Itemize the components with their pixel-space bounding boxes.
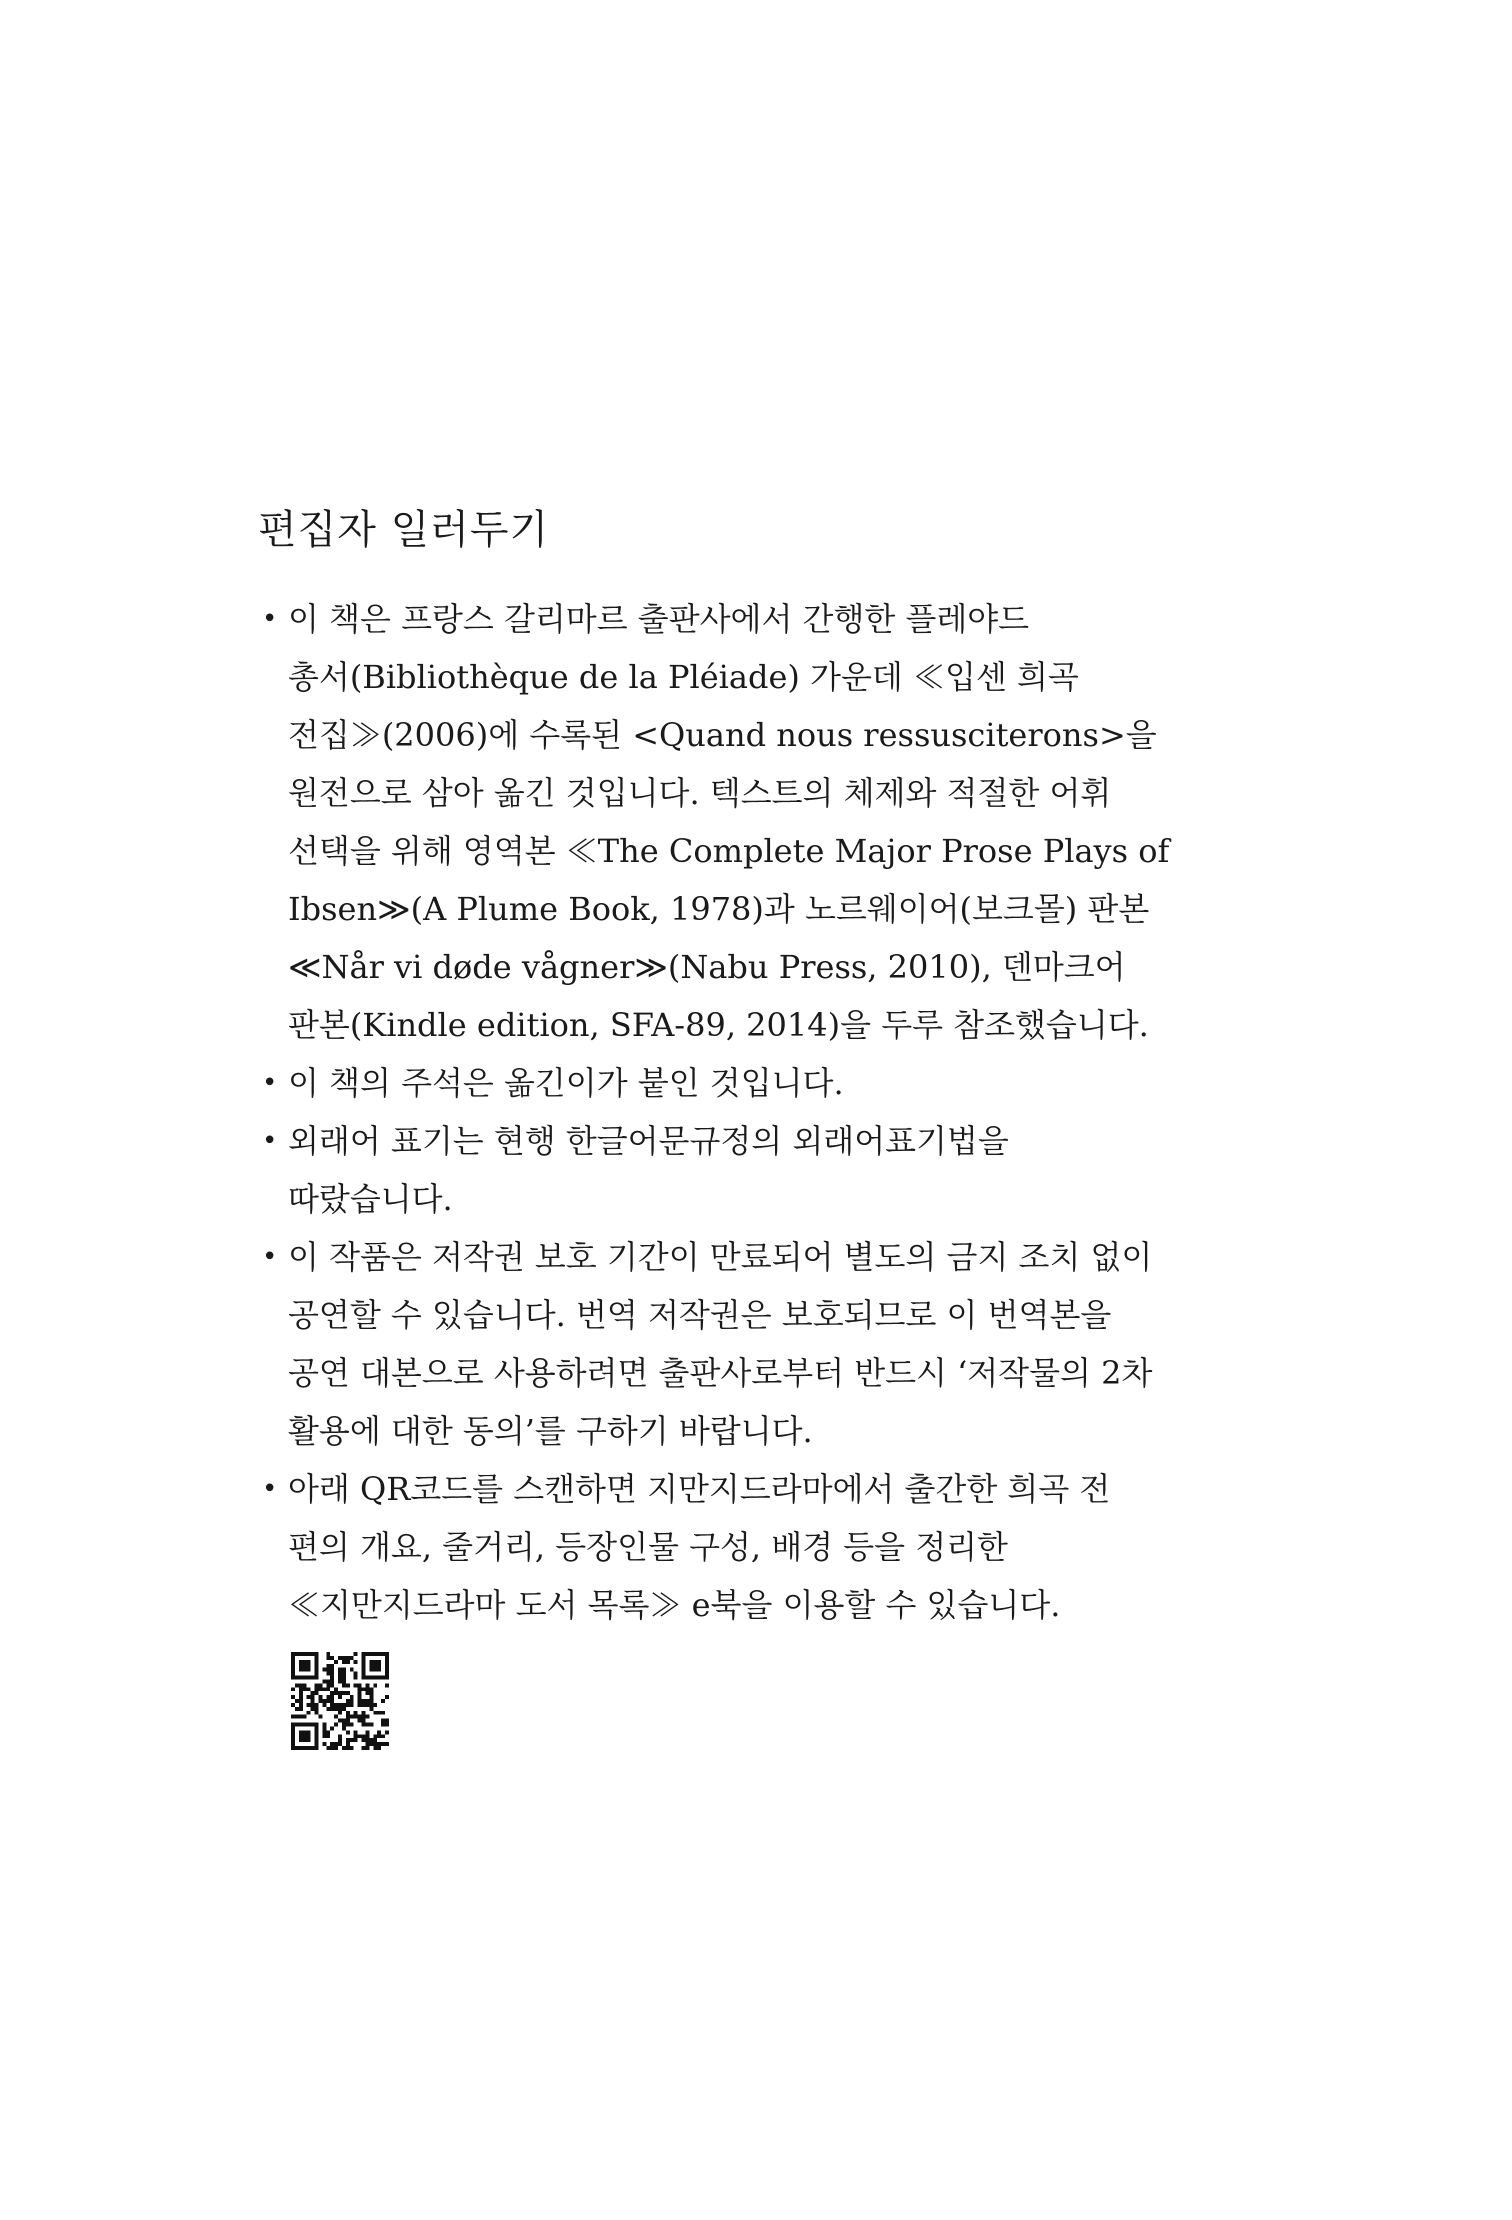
note-text: 편의 개요, 줄거리, 등장인물 구성, 배경 등을 정리한 xyxy=(288,1528,1008,1566)
note-text: 총서(Bibliothèque de la Pléiade) 가운데 ≪입센 희곡 xyxy=(288,658,1079,696)
note-text: 공연 대본으로 사용하려면 출판사로부터 반드시 ‘저작물의 2차 xyxy=(288,1354,1153,1392)
note-text: 활용에 대한 동의’를 구하기 바랍니다. xyxy=(288,1412,813,1450)
note-item xyxy=(262,1228,1202,1286)
bullet-icon: • xyxy=(262,1068,278,1098)
notes-list xyxy=(262,590,1202,1634)
note-item-continuation xyxy=(262,938,1202,996)
page-title: 편집자 일러두기 xyxy=(258,507,550,553)
note-text: ≪Når vi døde vågner≫(Nabu Press, 2010), 덴마크어 xyxy=(288,948,1126,986)
note-text: 따랐습니다. xyxy=(288,1180,453,1218)
qr-code-icon[interactable] xyxy=(291,1652,389,1750)
note-text: 선택을 위해 영역본 ≪The Complete Major Prose Plays of xyxy=(288,832,1170,870)
note-text: Ibsen≫(A Plume Book, 1978)과 노르웨이어(보크몰) 판본 xyxy=(288,890,1150,928)
note-item-continuation xyxy=(262,764,1202,822)
note-text: 외래어 표기는 현행 한글어문규정의 외래어표기법을 xyxy=(288,1122,1009,1160)
bullet-icon: • xyxy=(262,1474,278,1504)
note-item-continuation xyxy=(262,880,1202,938)
note-text: ≪지만지드라마 도서 목록≫ e북을 이용할 수 있습니다. xyxy=(288,1586,1061,1624)
note-item xyxy=(262,1112,1202,1170)
bullet-icon: • xyxy=(262,1242,278,1272)
note-item-continuation xyxy=(262,1344,1202,1402)
note-text: 전집≫(2006)에 수록된 <Quand nous ressusciterons>을 xyxy=(288,716,1157,754)
note-item-continuation xyxy=(262,1576,1202,1634)
note-item-continuation xyxy=(262,706,1202,764)
note-text: 원전으로 삼아 옮긴 것입니다. 텍스트의 체제와 적절한 어휘 xyxy=(288,774,1112,812)
note-item xyxy=(262,590,1202,648)
note-item-continuation xyxy=(262,1286,1202,1344)
bullet-icon: • xyxy=(262,604,278,634)
note-item-continuation xyxy=(262,1402,1202,1460)
note-item xyxy=(262,1460,1202,1518)
note-text: 이 책은 프랑스 갈리마르 출판사에서 간행한 플레야드 xyxy=(288,600,1030,638)
bullet-icon: • xyxy=(262,1126,278,1156)
note-text: 공연할 수 있습니다. 번역 저작권은 보호되므로 이 번역본을 xyxy=(288,1296,1112,1334)
note-item xyxy=(262,1054,1202,1112)
note-text: 판본(Kindle edition, SFA-89, 2014)을 두루 참조했습니다. xyxy=(288,1006,1149,1044)
note-item-continuation xyxy=(262,996,1202,1054)
note-text: 아래 QR코드를 스캔하면 지만지드라마에서 출간한 희곡 전 xyxy=(288,1470,1111,1508)
note-item-continuation xyxy=(262,648,1202,706)
note-text: 이 책의 주석은 옮긴이가 붙인 것입니다. xyxy=(288,1064,844,1102)
note-text: 이 작품은 저작권 보호 기간이 만료되어 별도의 금지 조치 없이 xyxy=(288,1238,1153,1276)
note-item-continuation xyxy=(262,1518,1202,1576)
note-item-continuation xyxy=(262,1170,1202,1228)
note-item-continuation xyxy=(262,822,1202,880)
